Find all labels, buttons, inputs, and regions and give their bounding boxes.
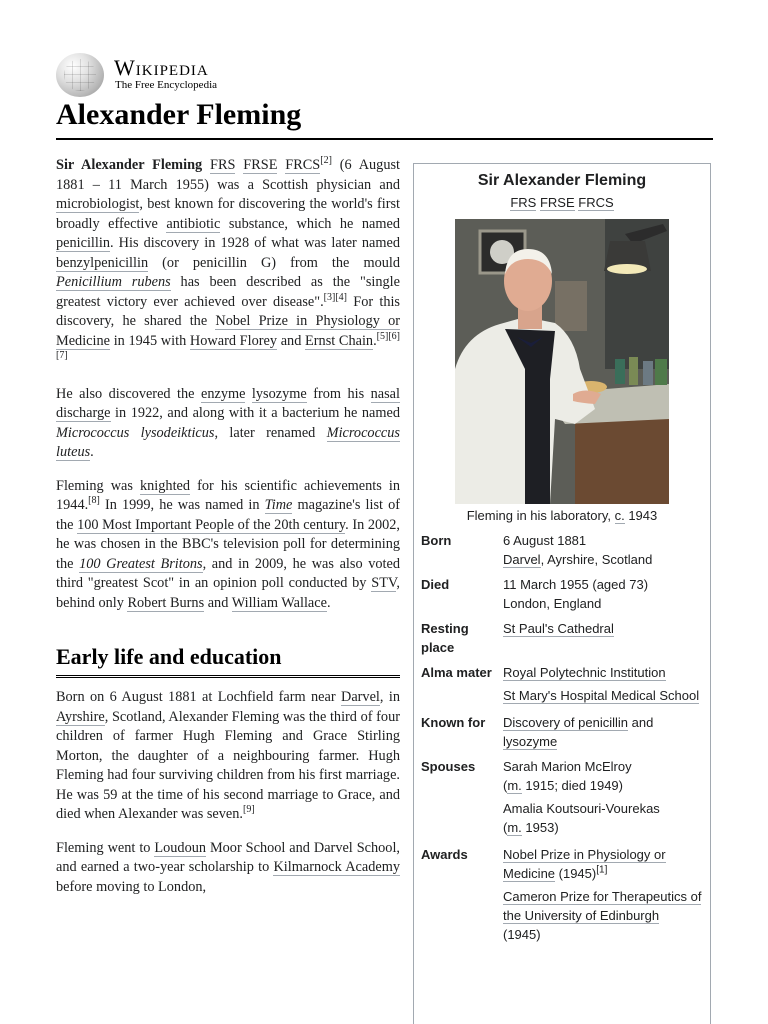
- text: in 1945 with: [110, 332, 190, 349]
- circa-link[interactable]: c.: [614, 508, 625, 523]
- link-kilmarnock-academy[interactable]: Kilmarnock Academy: [273, 859, 400, 875]
- link-cameron-prize[interactable]: Cameron Prize for Therapeutics of the University of Edinburgh: [503, 889, 702, 923]
- married-abbr[interactable]: m.: [507, 820, 522, 835]
- value-alma-mater: [503, 663, 704, 709]
- text: (or penicillin G) from the mould: [148, 254, 400, 271]
- born-place: [503, 550, 704, 569]
- reference[interactable]: [1]: [596, 864, 608, 876]
- text: . His discovery in 1928 of what was later named: [110, 235, 400, 251]
- frs-link[interactable]: FRS: [210, 157, 236, 173]
- frcs-link[interactable]: FRCS: [578, 195, 614, 210]
- reference[interactable]: [2]: [320, 155, 332, 167]
- reference[interactable]: [3][4]: [323, 291, 347, 303]
- infobox-name: Sir Alexander Fleming: [477, 172, 647, 189]
- text: , and in 2009, he was also voted third "greatest Scot" in an opinion poll conducted by: [56, 555, 401, 591]
- label-died: Died: [421, 577, 450, 592]
- portrait-illustration: [455, 219, 669, 504]
- link-penicillium-rubens[interactable]: Penicillium rubens: [56, 274, 171, 290]
- text: before moving to London,: [56, 878, 207, 895]
- link-micrococcus-luteus[interactable]: Micrococcus luteus: [56, 424, 400, 460]
- died-place: London, England: [503, 596, 602, 611]
- text: , later renamed: [214, 424, 327, 441]
- text: , Scotland, Alexander Fleming was the third of four children of farmer Hugh Fleming and Grace Stirling Morton, the daughter of a neighbouring farmer. Hugh Fleming had four surviving children from his first marriage. He was 59 at the time of his second marriage to Grace, and died when Alexander was seven.: [56, 708, 400, 822]
- infobox-rows: [414, 531, 710, 948]
- intro-paragraph-2: [56, 385, 400, 463]
- link-ernst-chain[interactable]: Ernst Chain: [305, 332, 374, 349]
- link-darvel[interactable]: Darvel: [341, 689, 380, 705]
- link-benzylpenicillin[interactable]: benzylpenicillin: [56, 254, 149, 271]
- value-resting-place: [503, 619, 704, 657]
- link-nobel-prize[interactable]: Nobel Prize in Physiology or Medicine: [56, 313, 400, 349]
- text: In 1999, he was named in: [99, 497, 265, 513]
- row-known-for: [414, 713, 710, 751]
- text: and: [628, 715, 654, 730]
- text: , best known for discovering the world's first broadly effective: [56, 196, 400, 232]
- link-time[interactable]: Time: [264, 497, 293, 513]
- row-born: [414, 531, 710, 569]
- row-resting-place: [414, 619, 710, 657]
- intro-paragraph-3: [56, 477, 400, 614]
- text: in 1922, and along with it a bacterium he named: [110, 405, 400, 421]
- frse-link[interactable]: FRSE: [539, 195, 575, 210]
- text: [245, 386, 251, 402]
- row-awards: [414, 845, 710, 948]
- label-spouses: Spouses: [421, 759, 476, 774]
- text: For this discovery, he shared the: [56, 293, 401, 329]
- link-howard-florey[interactable]: Howard Florey: [189, 332, 277, 349]
- page-title: Alexander Fleming: [56, 96, 713, 140]
- intro-paragraph-1: [56, 156, 400, 371]
- subject-name: Sir Alexander Fleming: [56, 157, 203, 173]
- frcs-link[interactable]: FRCS: [285, 157, 321, 173]
- value-awards: [503, 845, 704, 948]
- spouse-name: Sarah Marion McElroy: [503, 759, 632, 774]
- text: , Ayrshire, Scotland: [540, 552, 653, 567]
- label-alma-mater: Alma mater: [421, 665, 492, 680]
- text: has been described as the "single greatest victory ever achieved over disease".: [56, 274, 400, 310]
- text: magazine's list of the: [56, 497, 400, 533]
- died-date: 11 March 1955 (aged 73): [503, 577, 649, 592]
- award-item: [503, 845, 704, 883]
- reference[interactable]: [5][6][7]: [56, 330, 400, 362]
- text: 1953): [521, 820, 559, 835]
- link-100-greatest-britons[interactable]: 100 Greatest Britons: [79, 555, 203, 572]
- portrait-caption: [414, 506, 710, 525]
- alma-item: [503, 663, 704, 682]
- early-life-paragraph-1: [56, 688, 400, 825]
- text: (6 August 1881 – 11 March 1955) was a Scottish physician and: [56, 157, 401, 193]
- link-lysozyme[interactable]: lysozyme: [503, 734, 558, 749]
- award-item: [503, 887, 704, 944]
- row-alma-mater: [414, 663, 710, 709]
- section-heading-early-life: Early life and education: [56, 643, 400, 678]
- link-stv[interactable]: STV: [371, 575, 397, 591]
- text: .: [373, 332, 377, 349]
- row-spouses: [414, 757, 710, 841]
- early-life-paragraph-2: [56, 839, 400, 898]
- value-spouses: [503, 757, 704, 841]
- value-died: [503, 575, 704, 613]
- text: Fleming was: [56, 477, 140, 494]
- label-born: Born: [421, 533, 452, 548]
- text: for his scientific achievements in 1944.: [56, 477, 400, 513]
- wikipedia-tagline: The Free Encyclopedia: [115, 79, 218, 91]
- text: 1915; died 1949): [521, 778, 623, 793]
- text: He also discovered the: [56, 385, 201, 402]
- text: Moor School and Darvel School, and earned a two-year scholarship to: [56, 839, 401, 875]
- text: Fleming went to: [56, 839, 155, 856]
- value-known-for: [503, 713, 704, 751]
- link-william-wallace[interactable]: William Wallace: [231, 594, 327, 611]
- link-discovery-penicillin[interactable]: Discovery of penicillin: [503, 715, 628, 730]
- link-nobel-prize[interactable]: Nobel Prize in Physiology or Medicine: [503, 847, 666, 881]
- link-st-pauls[interactable]: St Paul's Cathedral: [503, 621, 614, 636]
- link-nasal-discharge[interactable]: nasal discharge: [56, 385, 400, 421]
- row-died: [414, 575, 710, 613]
- link-darvel[interactable]: Darvel: [503, 552, 541, 567]
- text: 1943: [624, 508, 658, 523]
- label-resting-place: Resting place: [421, 621, 469, 655]
- italic-text: Micrococcus lysodeikticus: [56, 424, 215, 441]
- spouse-item: Sarah Marion McElroy (m. 1915; died 1949): [503, 759, 632, 793]
- born-date: 6 August 1881: [503, 533, 587, 548]
- text: , behind only: [56, 575, 400, 611]
- link-enzyme[interactable]: enzyme: [200, 385, 246, 402]
- label-known-for: Known for: [421, 715, 486, 730]
- spouse-name: Amalia Koutsouri-Vourekas: [503, 801, 660, 816]
- infobox: [413, 163, 711, 1024]
- site-header: [56, 53, 716, 97]
- link-st-marys[interactable]: St Mary's Hospital Medical School: [503, 688, 700, 703]
- link-lysozyme[interactable]: lysozyme: [251, 385, 307, 402]
- text: (1945): [503, 927, 541, 942]
- infobox-honorifics: [414, 193, 710, 212]
- link-antibiotic[interactable]: antibiotic: [166, 215, 221, 232]
- text: Fleming in his laboratory,: [466, 508, 615, 523]
- article-body: [56, 156, 400, 911]
- text: substance, which he named: [220, 215, 400, 232]
- text: Born on 6 August 1881 at Lochfield farm near: [56, 689, 341, 705]
- text: .: [326, 594, 331, 611]
- link-100-most-important[interactable]: 100 Most Important People of the 20th century: [77, 516, 346, 533]
- label-awards: Awards: [421, 847, 468, 862]
- frs-link[interactable]: FRS: [510, 195, 537, 210]
- text: . In 2002, he was chosen in the BBC's television poll for determining the: [56, 516, 400, 572]
- frse-link[interactable]: FRSE: [243, 157, 278, 173]
- spouse-item: Amalia Koutsouri-Vourekas (m. 1953): [503, 801, 660, 835]
- link-ayrshire[interactable]: Ayrshire: [56, 708, 105, 725]
- alma-item: [503, 686, 704, 705]
- wikipedia-globe-logo[interactable]: [56, 53, 104, 97]
- reference[interactable]: [8]: [88, 495, 100, 507]
- link-microbiologist[interactable]: microbiologist: [56, 196, 140, 212]
- link-knighted[interactable]: knighted: [140, 477, 191, 494]
- portrait-photo[interactable]: [455, 219, 669, 504]
- reference[interactable]: [9]: [243, 804, 255, 816]
- link-penicillin[interactable]: penicillin: [56, 235, 110, 251]
- text: , in: [379, 689, 400, 705]
- married-abbr[interactable]: m.: [507, 778, 522, 793]
- link-robert-burns[interactable]: Robert Burns: [127, 594, 205, 611]
- link-loudoun[interactable]: Loudoun: [154, 839, 207, 856]
- text: and: [277, 332, 306, 349]
- value-born: [503, 531, 704, 569]
- text: and: [204, 594, 232, 611]
- link-royal-polytechnic[interactable]: Royal Polytechnic Institution: [503, 665, 666, 680]
- text: .: [90, 444, 94, 460]
- text: (1945): [555, 866, 597, 881]
- text: from his: [306, 385, 371, 402]
- wikipedia-wordmark[interactable]: Wikipedia: [114, 55, 209, 80]
